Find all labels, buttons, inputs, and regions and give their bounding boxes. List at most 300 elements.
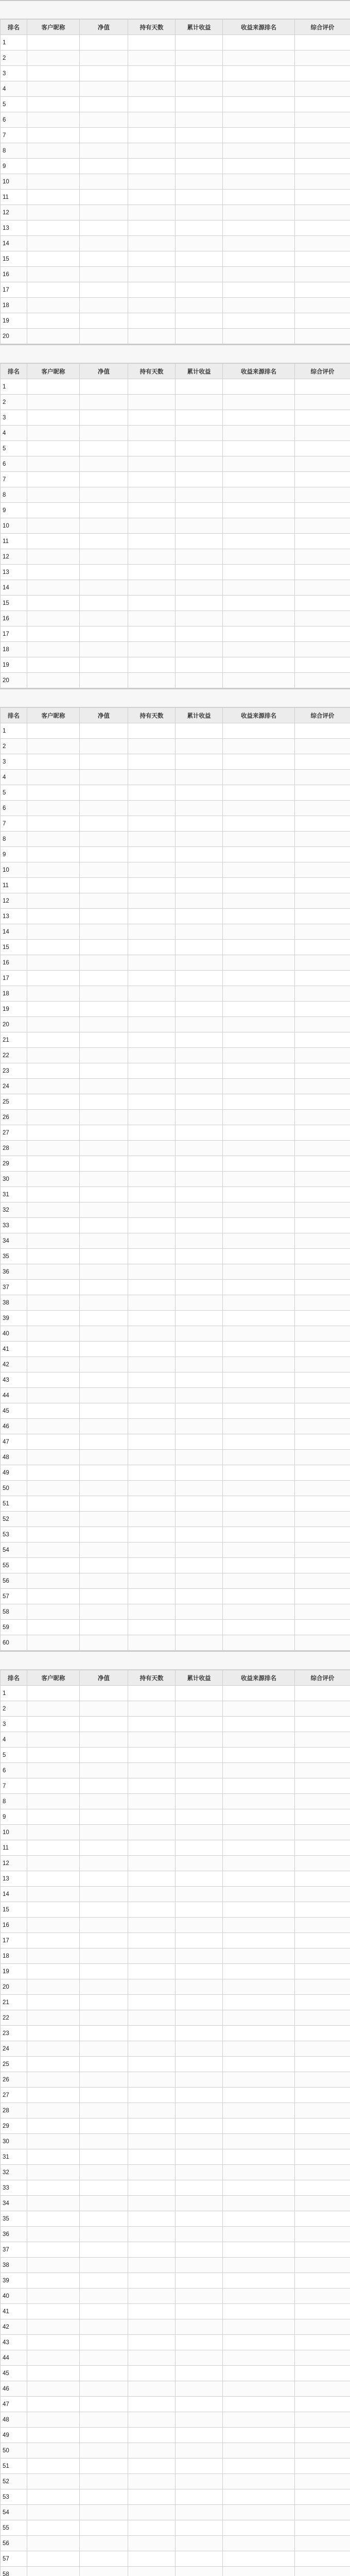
table-cell (176, 1686, 223, 1701)
table-cell (80, 35, 128, 50)
table-cell (27, 313, 80, 329)
table-cell (295, 1933, 350, 1948)
table-row (1, 1778, 350, 1794)
table-cell (295, 1794, 350, 1809)
table-cell (27, 1589, 80, 1604)
table-cell (223, 2459, 295, 2474)
table-cell (27, 379, 80, 395)
table-cell (128, 1388, 176, 1403)
table-cell (176, 2489, 223, 2505)
table-cell (223, 770, 295, 785)
table-cell (128, 1512, 176, 1527)
table-cell: 54 (1, 1543, 27, 1558)
table-cell (176, 1357, 223, 1372)
table-cell (176, 298, 223, 313)
table-cell (223, 549, 295, 565)
table-row (1, 2088, 350, 2103)
table-cell (80, 1918, 128, 1933)
table-cell (27, 1871, 80, 1887)
table-cell (80, 1979, 128, 1995)
table-cell (128, 1233, 176, 1249)
table-row (1, 518, 350, 534)
table-cell: 6 (1, 456, 27, 472)
table-cell (223, 236, 295, 251)
table-cell (295, 81, 350, 97)
table-cell (295, 2443, 350, 2459)
table-cell: 15 (1, 940, 27, 955)
table-row (1, 816, 350, 832)
table-cell (295, 503, 350, 518)
table-cell (80, 878, 128, 893)
table-cell (128, 565, 176, 580)
table-cell (80, 1589, 128, 1604)
table-row (1, 2211, 350, 2227)
table-cell (27, 1233, 80, 1249)
table-row (1, 313, 350, 329)
table-cell (295, 472, 350, 487)
table-cell (27, 1496, 80, 1512)
table-cell: 12 (1, 205, 27, 221)
table-cell (80, 2227, 128, 2242)
table-cell (223, 1017, 295, 1032)
column-header: 收益来源排名 (223, 20, 295, 35)
table-cell (176, 503, 223, 518)
table-cell (176, 1264, 223, 1280)
table-cell (27, 456, 80, 472)
table-cell (295, 549, 350, 565)
table-cell (80, 1748, 128, 1763)
table-row (1, 2072, 350, 2088)
table-cell (176, 1233, 223, 1249)
table-cell (80, 2350, 128, 2366)
table-cell (27, 143, 80, 159)
table-cell: 33 (1, 2180, 27, 2196)
table-cell: 18 (1, 1948, 27, 1964)
table-cell (80, 1887, 128, 1902)
table-cell: 1 (1, 723, 27, 739)
table-cell: 9 (1, 159, 27, 174)
table-cell (80, 282, 128, 298)
table-cell (128, 2103, 176, 2119)
table-cell (176, 410, 223, 426)
table-cell (223, 1063, 295, 1079)
table-cell (128, 1326, 176, 1342)
table-cell (128, 1465, 176, 1481)
table-row (1, 2412, 350, 2428)
table-cell (128, 472, 176, 487)
table-cell (223, 862, 295, 878)
table-cell (223, 2072, 295, 2088)
table-row (1, 971, 350, 986)
table-cell (80, 503, 128, 518)
table-cell (295, 1635, 350, 1651)
table-cell (27, 1717, 80, 1732)
table-cell (223, 410, 295, 426)
table-cell (128, 2335, 176, 2350)
table-cell (80, 1732, 128, 1748)
table-cell (27, 2397, 80, 2412)
table-cell (223, 50, 295, 66)
table-cell (80, 1543, 128, 1558)
table-cell: 26 (1, 2072, 27, 2088)
table-row (1, 1573, 350, 1589)
table-cell (27, 2026, 80, 2041)
table-row (1, 1964, 350, 1979)
table-cell (176, 221, 223, 236)
table-cell (80, 1635, 128, 1651)
table-cell (223, 1543, 295, 1558)
table-cell (295, 657, 350, 673)
table-cell (27, 2227, 80, 2242)
table-cell (295, 832, 350, 847)
table-cell (80, 441, 128, 456)
table-cell (128, 1002, 176, 1017)
table-cell (223, 2350, 295, 2366)
table-cell (128, 1778, 176, 1794)
table-cell: 5 (1, 785, 27, 801)
table-cell (27, 395, 80, 410)
table-row (1, 456, 350, 472)
table-cell (80, 1187, 128, 1202)
table-cell (27, 549, 80, 565)
table-row (1, 205, 350, 221)
table-cell (176, 832, 223, 847)
table-row (1, 2026, 350, 2041)
table-cell (223, 2010, 295, 2026)
table-cell (80, 159, 128, 174)
table-cell (176, 1372, 223, 1388)
table-cell (223, 267, 295, 282)
table-cell (176, 2567, 223, 2576)
table-cell (223, 626, 295, 642)
column-header: 累计收益 (176, 708, 223, 723)
table-cell (27, 534, 80, 549)
table-cell (223, 2335, 295, 2350)
table-cell (80, 2381, 128, 2397)
table-cell (295, 1202, 350, 1218)
table-cell (176, 1342, 223, 1357)
table-cell (80, 770, 128, 785)
table-cell: 58 (1, 2567, 27, 2576)
table-cell (176, 2103, 223, 2119)
table-cell (80, 174, 128, 190)
table-cell (27, 770, 80, 785)
table-row (1, 657, 350, 673)
table-cell (295, 2551, 350, 2567)
table-cell: 56 (1, 2536, 27, 2551)
column-header: 收益来源排名 (223, 364, 295, 379)
table-cell (27, 1388, 80, 1403)
table-cell (295, 1434, 350, 1450)
table-row (1, 673, 350, 688)
table-cell: 41 (1, 1342, 27, 1357)
table-cell: 3 (1, 754, 27, 770)
table-cell (295, 1620, 350, 1635)
table-cell (223, 159, 295, 174)
table-cell (27, 1249, 80, 1264)
table-cell: 18 (1, 986, 27, 1002)
table-row (1, 2165, 350, 2180)
table-row (1, 642, 350, 657)
table-cell (128, 2536, 176, 2551)
table-cell (176, 770, 223, 785)
table-cell (128, 97, 176, 112)
table-cell (27, 673, 80, 688)
table-cell (80, 1094, 128, 1110)
table-cell (27, 1856, 80, 1871)
table-cell (80, 518, 128, 534)
table-cell (176, 2026, 223, 2041)
table-cell (176, 2211, 223, 2227)
table-cell (80, 1481, 128, 1496)
table-cell (80, 1372, 128, 1388)
table-cell (223, 2227, 295, 2242)
table-cell (128, 379, 176, 395)
table-cell (80, 1604, 128, 1620)
table-cell: 8 (1, 143, 27, 159)
table-cell: 47 (1, 2397, 27, 2412)
table-row (1, 1763, 350, 1778)
table-cell: 9 (1, 847, 27, 862)
table-cell (128, 112, 176, 128)
table-cell (27, 986, 80, 1002)
table-cell: 13 (1, 565, 27, 580)
table-cell (27, 1342, 80, 1357)
table-cell (128, 1701, 176, 1717)
table-row (1, 1918, 350, 1933)
table-row (1, 1032, 350, 1048)
table-cell (295, 909, 350, 924)
table-cell (295, 1701, 350, 1717)
table-cell (80, 128, 128, 143)
table-row (1, 1465, 350, 1481)
table-cell: 10 (1, 1825, 27, 1840)
table-cell (128, 1450, 176, 1465)
table-cell (80, 832, 128, 847)
table-cell (176, 1172, 223, 1187)
table-cell (176, 2227, 223, 2242)
table-cell: 9 (1, 503, 27, 518)
table-cell (80, 2010, 128, 2026)
table-cell (223, 128, 295, 143)
table-cell (223, 2505, 295, 2520)
table-cell (295, 1778, 350, 1794)
ranking-table (0, 363, 350, 688)
table-row (1, 1589, 350, 1604)
table-cell (128, 174, 176, 190)
table-cell (295, 1002, 350, 1017)
table-cell (80, 1342, 128, 1357)
table-cell (27, 298, 80, 313)
table-cell (80, 1809, 128, 1825)
table-cell (223, 2366, 295, 2381)
table-cell (223, 1732, 295, 1748)
table-row (1, 1187, 350, 1202)
table-cell (176, 2443, 223, 2459)
table-cell (176, 534, 223, 549)
table-cell: 53 (1, 2489, 27, 2505)
table-cell (223, 657, 295, 673)
table-cell: 56 (1, 1573, 27, 1589)
table-cell (176, 2057, 223, 2072)
table-cell (80, 1326, 128, 1342)
table-cell (223, 971, 295, 986)
table-cell (80, 50, 128, 66)
table-cell (223, 878, 295, 893)
table-cell (223, 596, 295, 611)
table-cell (295, 626, 350, 642)
table-cell (27, 1573, 80, 1589)
column-header: 收益来源排名 (223, 1670, 295, 1686)
table-cell (295, 1172, 350, 1187)
table-cell (80, 611, 128, 626)
table-row (1, 1125, 350, 1141)
table-row (1, 1233, 350, 1249)
table-cell (128, 2180, 176, 2196)
table-cell (27, 1763, 80, 1778)
table-cell: 1 (1, 1686, 27, 1701)
table-cell (27, 739, 80, 754)
table-cell (295, 801, 350, 816)
table-cell (128, 2489, 176, 2505)
table-cell: 25 (1, 1094, 27, 1110)
table-cell (80, 298, 128, 313)
table-cell: 21 (1, 1995, 27, 2010)
table-cell (295, 1450, 350, 1465)
table-cell (295, 1573, 350, 1589)
table-cell (223, 298, 295, 313)
table-cell: 59 (1, 1620, 27, 1635)
table-row (1, 298, 350, 313)
table-cell (176, 190, 223, 205)
table-cell (176, 174, 223, 190)
table-cell (128, 1527, 176, 1543)
table-cell (27, 2489, 80, 2505)
table-cell (128, 2273, 176, 2289)
column-header: 综合评价 (295, 20, 350, 35)
table-cell (223, 2211, 295, 2227)
table-cell (80, 657, 128, 673)
table-cell (27, 1527, 80, 1543)
table-cell (80, 1233, 128, 1249)
table-cell (80, 1202, 128, 1218)
table-row (1, 1357, 350, 1372)
table-cell (27, 2103, 80, 2119)
table-cell: 5 (1, 97, 27, 112)
table-cell (128, 2258, 176, 2273)
table-row (1, 35, 350, 50)
table-cell: 7 (1, 472, 27, 487)
table-cell (223, 1218, 295, 1233)
table-cell (128, 518, 176, 534)
table-cell (295, 1732, 350, 1748)
table-cell (128, 816, 176, 832)
table-row (1, 1063, 350, 1079)
table-cell (176, 1558, 223, 1573)
table-cell (295, 2489, 350, 2505)
table-cell (176, 2258, 223, 2273)
table-cell (295, 847, 350, 862)
table-cell (176, 1403, 223, 1419)
table-cell (223, 66, 295, 81)
table-cell (27, 971, 80, 986)
table-row (1, 1748, 350, 1763)
table-cell (176, 456, 223, 472)
column-header: 排名 (1, 1670, 27, 1686)
table-cell (223, 1342, 295, 1357)
table-cell (80, 893, 128, 909)
table-cell (176, 1620, 223, 1635)
table-cell (295, 1125, 350, 1141)
table-cell (176, 1589, 223, 1604)
table-cell: 53 (1, 1527, 27, 1543)
table-cell (80, 1295, 128, 1311)
table-cell (80, 112, 128, 128)
table-cell (176, 754, 223, 770)
table-cell (176, 2412, 223, 2428)
table-cell (223, 940, 295, 955)
table-cell (176, 2165, 223, 2180)
table-row (1, 1002, 350, 1017)
table-row (1, 2134, 350, 2149)
table-cell (176, 1995, 223, 2010)
table-cell (80, 1357, 128, 1372)
section-title (0, 688, 350, 707)
table-cell (80, 2397, 128, 2412)
table-row (1, 1995, 350, 2010)
table-cell: 31 (1, 2149, 27, 2165)
table-cell (27, 267, 80, 282)
table-cell: 7 (1, 1778, 27, 1794)
table-cell (128, 1419, 176, 1434)
table-cell (128, 395, 176, 410)
table-cell (80, 1434, 128, 1450)
table-cell (223, 1141, 295, 1156)
table-cell (295, 379, 350, 395)
table-cell (80, 1249, 128, 1264)
table-cell (223, 642, 295, 657)
table-cell (27, 1063, 80, 1079)
table-cell (176, 611, 223, 626)
table-cell (176, 2505, 223, 2520)
table-cell (295, 2010, 350, 2026)
table-cell (176, 1902, 223, 1918)
table-cell (295, 754, 350, 770)
table-cell (128, 2304, 176, 2319)
table-cell (80, 190, 128, 205)
table-cell (176, 955, 223, 971)
table-cell (223, 2103, 295, 2119)
table-cell: 38 (1, 1295, 27, 1311)
table-cell (223, 1778, 295, 1794)
table-cell (27, 190, 80, 205)
table-cell (176, 2551, 223, 2567)
table-cell: 33 (1, 1218, 27, 1233)
table-cell (176, 580, 223, 596)
table-cell: 39 (1, 1311, 27, 1326)
table-row (1, 2180, 350, 2196)
table-cell: 1 (1, 379, 27, 395)
table-row (1, 1902, 350, 1918)
table-cell (223, 1933, 295, 1948)
table-cell (27, 1933, 80, 1948)
table-cell (80, 2072, 128, 2088)
table-cell (80, 1311, 128, 1326)
table-cell (80, 2289, 128, 2304)
table-cell (223, 673, 295, 688)
table-cell (223, 313, 295, 329)
table-cell (128, 1620, 176, 1635)
